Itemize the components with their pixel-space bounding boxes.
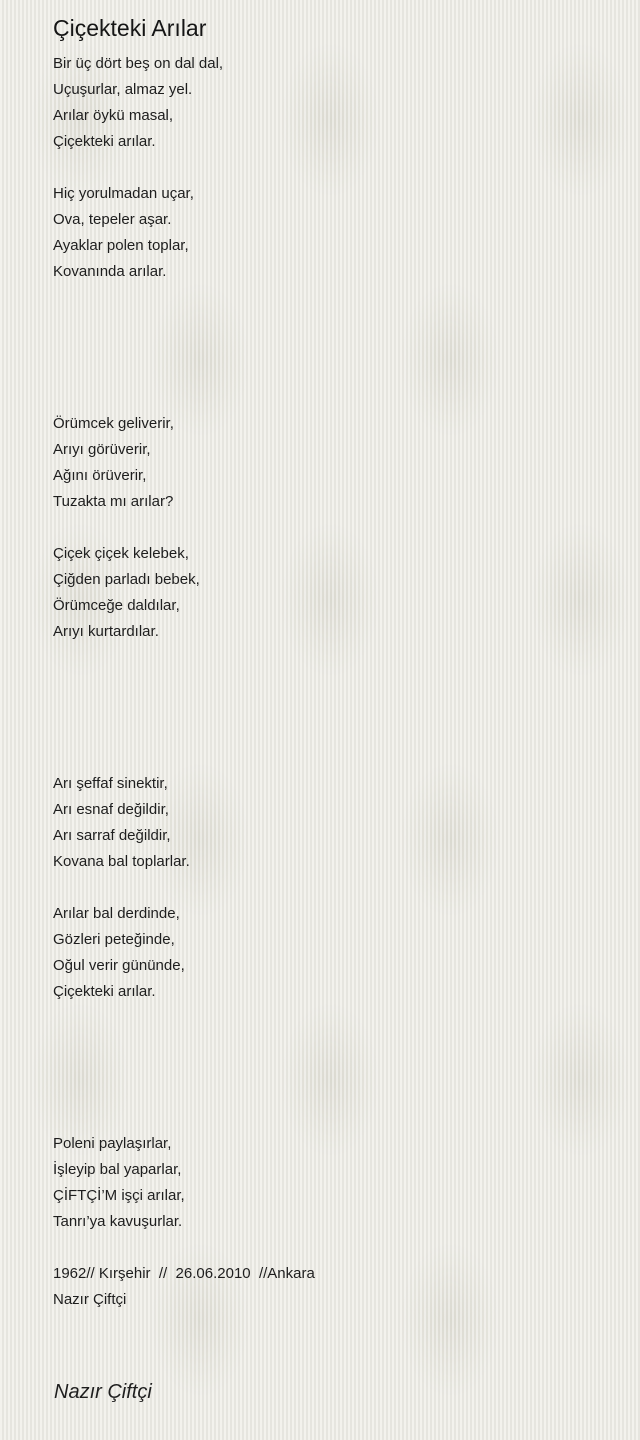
poem-line: Ağını örüverir, [53,467,147,484]
stanza-1 [53,51,223,155]
poem-line: Arılar bal derdinde, [53,905,180,922]
poem-line: Örümcek geliverir, [53,415,174,432]
poem-line: Gözleri peteğinde, [53,931,175,948]
poem-line: Arıyı görüverir, [53,441,151,458]
poem-line: Hiç yorulmadan uçar, [53,185,194,202]
poem-line: Örümceğe daldılar, [53,597,180,614]
poem-line: Bir üç dört beş on dal dal, [53,55,224,72]
stanza-5 [53,771,190,875]
poem-line: Ayaklar polen toplar, [53,237,189,254]
poem-line: Çiçek çiçek kelebek, [53,545,189,562]
poem-line: Kovanında arılar. [53,263,167,280]
stanza-4 [53,541,200,645]
poem-line: Çiçekteki arılar. [53,983,156,1000]
poem-line: Arı esnaf değildir, [53,801,169,818]
stanza-6 [53,901,185,1005]
poem-line: Çiğden parladı bebek, [53,571,200,588]
poem-line: Arı sarraf değildir, [53,827,171,844]
poem-line: İşleyip bal yaparlar, [53,1161,182,1178]
poem-line: Çiçekteki arılar. [53,133,156,150]
author-signature: Nazır Çiftçi [54,1381,152,1403]
poem-line: Ova, tepeler aşar. [53,211,172,228]
poem-line: ÇİFTÇİ’M işçi arılar, [53,1187,185,1204]
poem-line: Kovana bal toplarlar. [53,853,190,870]
stanza-2 [53,181,194,285]
poem-date-location: 1962// Kırşehir // 26.06.2010 //Ankara [53,1265,315,1282]
stanza-7 [53,1131,185,1235]
poem-line: Tuzakta mı arılar? [53,493,174,510]
poem-line: Arılar öykü masal, [53,107,174,124]
poem-footer [53,1261,315,1313]
poem-line: Arı şeffaf sinektir, [53,775,168,792]
poem-author-line: Nazır Çiftçi [53,1291,127,1308]
stanza-3 [53,411,174,515]
poem-title: Çiçekteki Arılar [53,15,207,41]
poem-line: Arıyı kurtardılar. [53,623,159,640]
poem-line: Poleni paylaşırlar, [53,1135,172,1152]
poem-line: Uçuşurlar, almaz yel. [53,81,193,98]
poem-line: Oğul verir gününde, [53,957,185,974]
poem-line: Tanrı’ya kavuşurlar. [53,1213,183,1230]
